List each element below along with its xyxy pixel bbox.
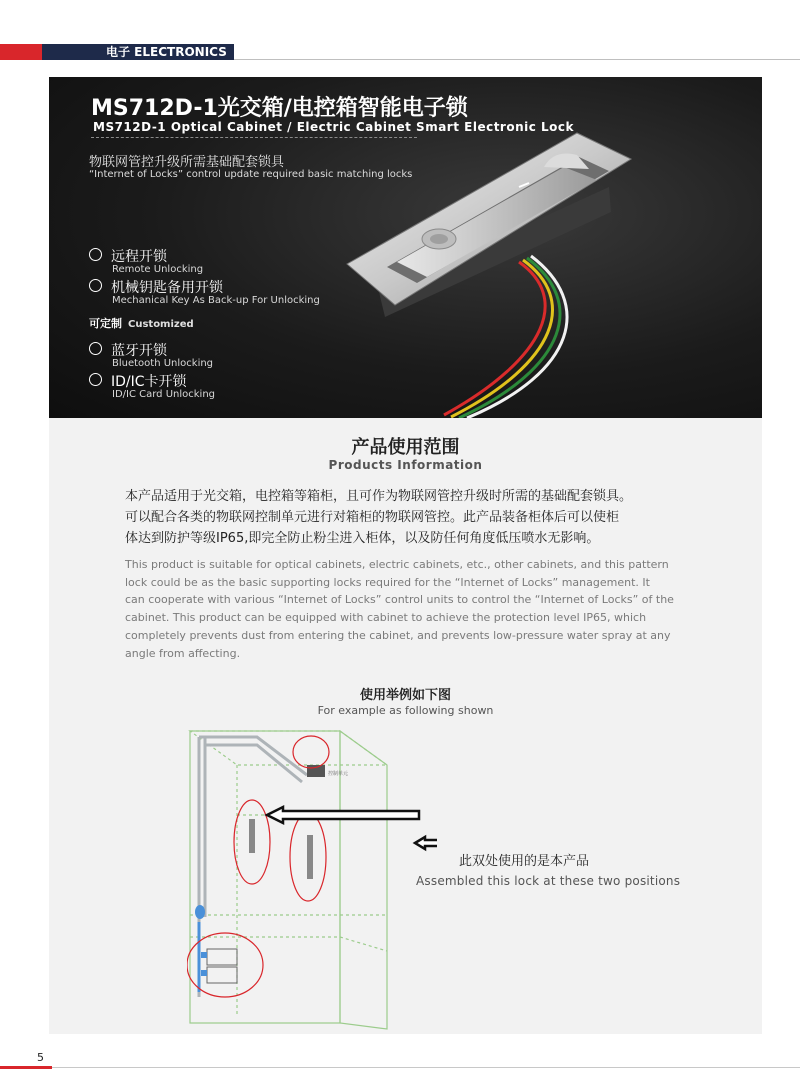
description-cn — [125, 486, 705, 549]
feature-label-en: Remote Unlocking — [112, 264, 204, 275]
page-number: 5 — [37, 1051, 44, 1064]
description-line: can cooperate with various “Internet of Locks” control units to control the “Internet of Locks” of the — [125, 593, 674, 607]
section-subtitle: Products Information — [328, 458, 483, 472]
description-line: 体达到防护等级IP65,即完全防止粉尘进入柜体，以及防任何角度低压喷水无影响。 — [125, 531, 600, 546]
title-divider — [91, 137, 417, 138]
description-line: 可以配合各类的物联网控制单元进行对箱柜的物联网管控。此产品装备柜体后可以使柜 — [125, 510, 620, 525]
svg-text:控制单元: 控制单元 — [328, 771, 349, 777]
description-line: cabinet. This product can be equipped with cabinet to achieve the protection level IP65, which — [125, 611, 647, 625]
description-line: completely prevents dust from entering the cabinet, and prevents low-pressure water spray at any — [125, 628, 671, 642]
product-desc-en: “Internet of Locks” control update required basic matching locks — [89, 169, 413, 180]
diagram-note-en: Assembled this lock at these two positions — [416, 874, 681, 888]
section-tab — [42, 44, 234, 60]
example-title: 使用举例如下图 — [359, 688, 451, 703]
product-info-panel — [49, 418, 762, 1034]
feature-label-en: Bluetooth Unlocking — [112, 358, 214, 369]
product-title: MS712D-1光交箱/电控箱智能电子锁 — [91, 96, 468, 121]
diagram-note-cn: 此双处使用的是本产品 — [459, 854, 590, 869]
product-desc-cn: 物联网管控升级所需基础配套锁具 — [89, 155, 285, 170]
description-line: angle from affecting. — [125, 646, 241, 660]
circle-bullet-icon — [89, 279, 102, 292]
description-line: lock could be as the basic supporting locks required for the “Internet of Locks” management. It — [125, 575, 650, 589]
customized-label-en: Customized — [128, 319, 194, 330]
product-hero-banner — [49, 77, 762, 418]
footer-accent-bar — [0, 1066, 52, 1069]
description-en — [125, 556, 695, 662]
feature-label-cn: 蓝牙开锁 — [111, 343, 167, 359]
description-line: 本产品适用于光交箱，电控箱等箱柜，且可作为物联网管控升级时所需的基础配套锁具。 — [125, 489, 633, 504]
description-line: This product is suitable for optical cabinets, electric cabinets, etc., other cabinets, and this pattern — [125, 558, 669, 571]
product-subtitle: MS712D-1 Optical Cabinet / Electric Cabinet Smart Electronic Lock — [93, 120, 575, 134]
cabinet-diagram — [187, 727, 437, 1033]
section-label: 电子 ELECTRONICS — [106, 45, 227, 59]
feature-label-cn: 机械钥匙备用开锁 — [111, 280, 223, 296]
feature-label-en: ID/IC Card Unlocking — [112, 389, 216, 400]
section-title: 产品使用范围 — [351, 437, 460, 458]
circle-bullet-icon — [89, 342, 102, 355]
example-subtitle: For example as following shown — [317, 704, 494, 717]
feature-label-cn: 远程开锁 — [111, 249, 167, 265]
header-rule — [234, 59, 800, 60]
circle-bullet-icon — [89, 373, 102, 386]
feature-label-en: Mechanical Key As Back-up For Unlocking — [112, 295, 320, 306]
header-accent-bar — [0, 44, 42, 60]
customized-heading — [89, 312, 194, 331]
footer-rule — [52, 1067, 800, 1068]
feature-label-cn: ID/IC卡开锁 — [111, 374, 187, 390]
customized-label-cn: 可定制 — [89, 317, 122, 330]
circle-bullet-icon — [89, 248, 102, 261]
